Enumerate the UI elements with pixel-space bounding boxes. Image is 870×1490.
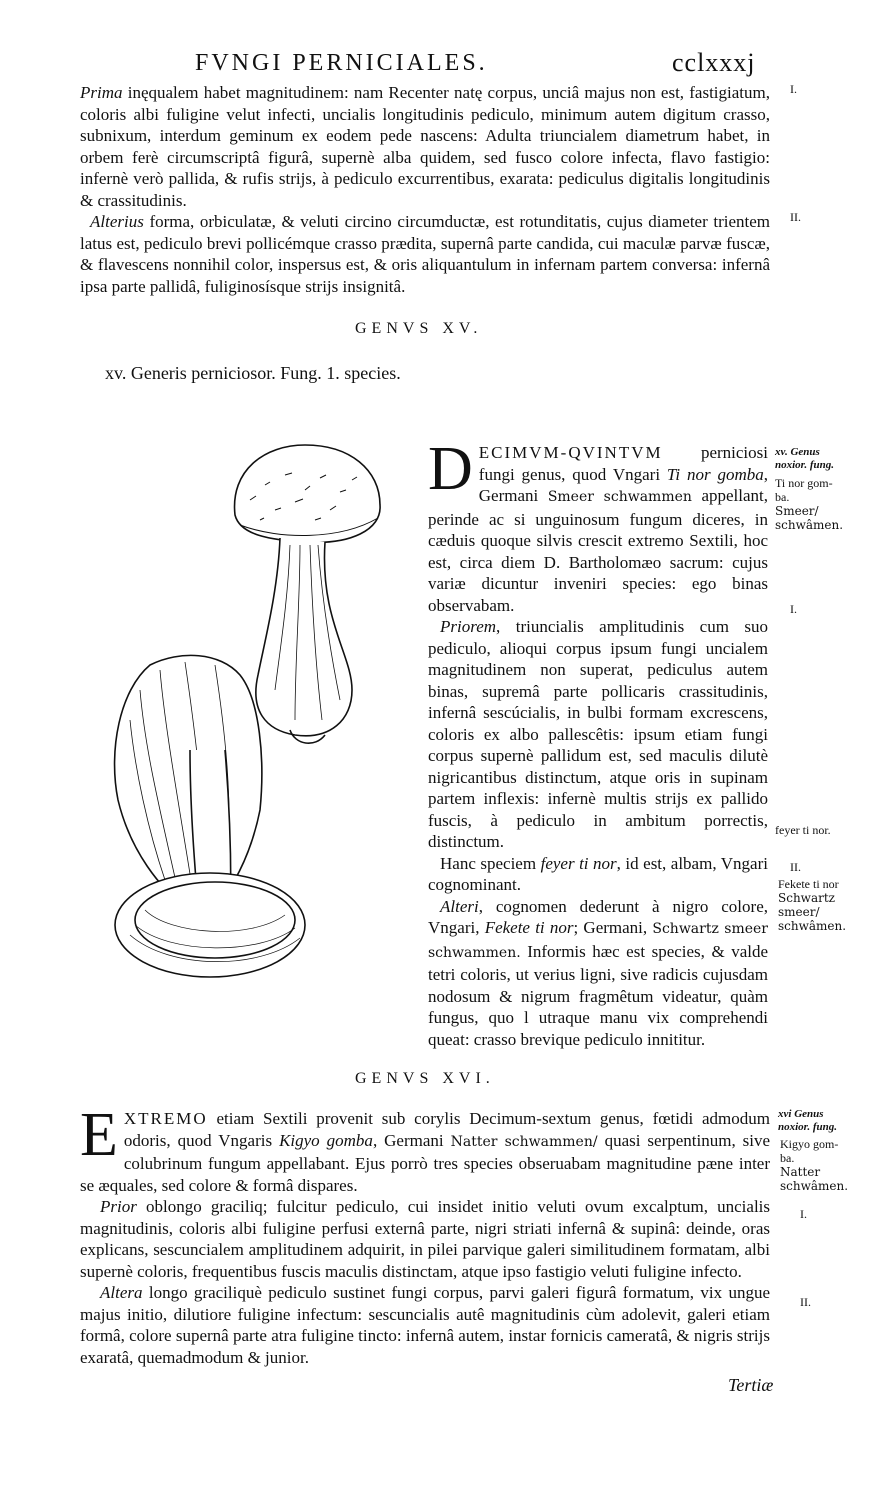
top-section (80, 82, 770, 297)
margin-feyer-tinor: feyer ti nor. (775, 823, 831, 837)
margin-note-ii: II. (790, 210, 801, 224)
figure-caption: xv. Generis perniciosor. Fung. 1. species. (105, 363, 401, 383)
margin-xv-i: I. (790, 602, 797, 616)
paragraph-altera: Altera longo graciliquè pediculo sustinet fungi corpus, parvi galeri figurâ formatum, vix ungue majus initio, dilutiore fuligine infectum: sescuncialis autê magnitudinis cùm adolevit, galeri etiam formâ, colore supernâ parte atra fuligine tincto: infernâ autem, instar fornicis cameratâ, & nigris strijs exaratâ, quemadmodum & junior. (80, 1283, 771, 1367)
margin-note-i: I. (790, 82, 797, 96)
paragraph-priorem: Priorem, triuncialis amplitudinis cum suo pediculo, alioqui corpus ipsum fungi uncialem magnitudinem non superat, pediculus autem binas, supremâ parte pollicaris crassitudinis, infernâ sescúcialis, in bulbi formam excrescens, coloris ex albo pallescêtis: ipsum etiam fungi corpus supernè pallidum est, sed maculis dilutè nigricantibus distinctum, atque oris in supinam partem inflexis: infernè multis strijs ex pallido fuscis, à pediculo in ambitum porrectis, distinctum. (428, 617, 768, 851)
drop-cap-d: D (428, 435, 473, 503)
genus-xvi-text (80, 1101, 771, 1368)
margin-genus-xvi: xvi Genus noxior. fung. (778, 1108, 837, 1133)
margin-xvi-i: I. (800, 1207, 807, 1221)
margin-xv-ii: II. (790, 860, 801, 874)
mushroom-woodcut-illustration (90, 430, 410, 990)
drop-cap-e: E (80, 1101, 118, 1169)
paragraph-prima: Prima inęqualem habet magnitudinem: nam Recenter natę corpus, unciâ majus non est, fastigiatum, coloris albi fuligine velut infecti, uncialis longitudinis pediculo, minimum autem digitum crasso, subnixum, interdum geminum ex eodem pede nascens: Adulta triuncialem diametrum habet, in orbem ferè circumscriptâ figurâ, supernè alba quidem, sed fusco colore infecta, flavo fastigio: infernè verò pallida, & rufis strijs, à pediculo excurrentibus, exarata: pediculus digitalis longitudinis & crassitudinis. (80, 83, 770, 210)
genus-xv-text (428, 435, 769, 1050)
margin-kigyo-gomba: Kigyo gom- ba. Natter schwâmen. (780, 1137, 849, 1193)
catchword: Tertiæ (728, 1375, 774, 1395)
running-title: FVNGI PERNICIALES. (195, 50, 488, 76)
margin-xvi-ii: II. (800, 1295, 811, 1309)
paragraph-hanc-speciem: Hanc speciem feyer ti nor, id est, albam, Vngari cognominant. (428, 853, 768, 894)
genus-xv-heading: GENVS XV. (355, 320, 483, 337)
paragraph-alteri: Alteri, cognomen dederunt à nigro colore, Vngari, Fekete ti nor; Germani, Schwartz smeer schwammen. Informis hæc est species, & valde tetri coloris, ut verius ligni, sive radicis cujusdam nodosum & nigrum fragmêtum videatur, quàm fungus, quo l utraque manu vix comprehendi queat: crasso brevique pediculo innititur. (428, 896, 769, 1049)
genus-xvi-heading: GENVS XVI. (355, 1070, 495, 1087)
paragraph-extremo: EXTREMO etiam Sextili provenit sub corylis Decimum-sextum genus, fœtidi admodum odoris, quod Vngaris Kigyo gomba, Germani Natter schwammen/ quasi serpentinum, sive colubrinum fungum appellabant. Ejus porrò tres species obseruabam magnitudine pæne inter se æquales, sed colore & formâ dispares. (80, 1101, 771, 1195)
margin-tinor-gomba: Ti nor gom- ba. Smeer/ schwâmen. (775, 476, 844, 532)
paragraph-prior: Prior oblongo graciliq; fulcitur pediculo, cui insidet initio veluti ovum excalptum, uncialis magnitudinis, coloris albi fuligine perfusi externâ parte, nigri striati infernâ & supinâ: deinde, oras explicans, sescuncialem amplitudinem adquirit, in pilei parvique galeri similitudinem formatam, albi supernè coloris, frequentibus fuscis maculis distinctam, atque ipso fastigio veluti fuligine infecto. (80, 1197, 771, 1281)
folio-number: cclxxxj (672, 48, 756, 77)
paragraph-alterius: Alterius forma, orbiculatæ, & veluti circino circumductæ, est rotunditatis, cujus diameter trientem latus est, pediculo brevi pollicémque crasso prædita, supernâ parte candida, cui maculæ parvæ fuscæ, & flavescens nonnihil color, inspersus est, & oris aliquantulum in infernam partem conversa: infernâ ipsa parte pallidâ, fuliginosísque strijs insignitâ. (80, 212, 770, 296)
margin-fekete-tinor: Fekete ti nor Schwartz smeer/ schwâmen. (778, 877, 847, 933)
paragraph-decimum-quintum: DECIMVM-QVINTVM perniciosi fungi genus, quod Vngari Ti nor gomba, Germani Smeer schwammen appellant, perinde ac si unguinosum fungum diceres, in cæduis quoque silvis crescit extremo Sextili, hoc est, circa diem D. Bartholomæo sacrum: cujus variæ dicuntur inveniri species: ego binas observabam. (428, 435, 769, 615)
margin-genus-xv: xv. Genus noxior. fung. (775, 446, 834, 471)
